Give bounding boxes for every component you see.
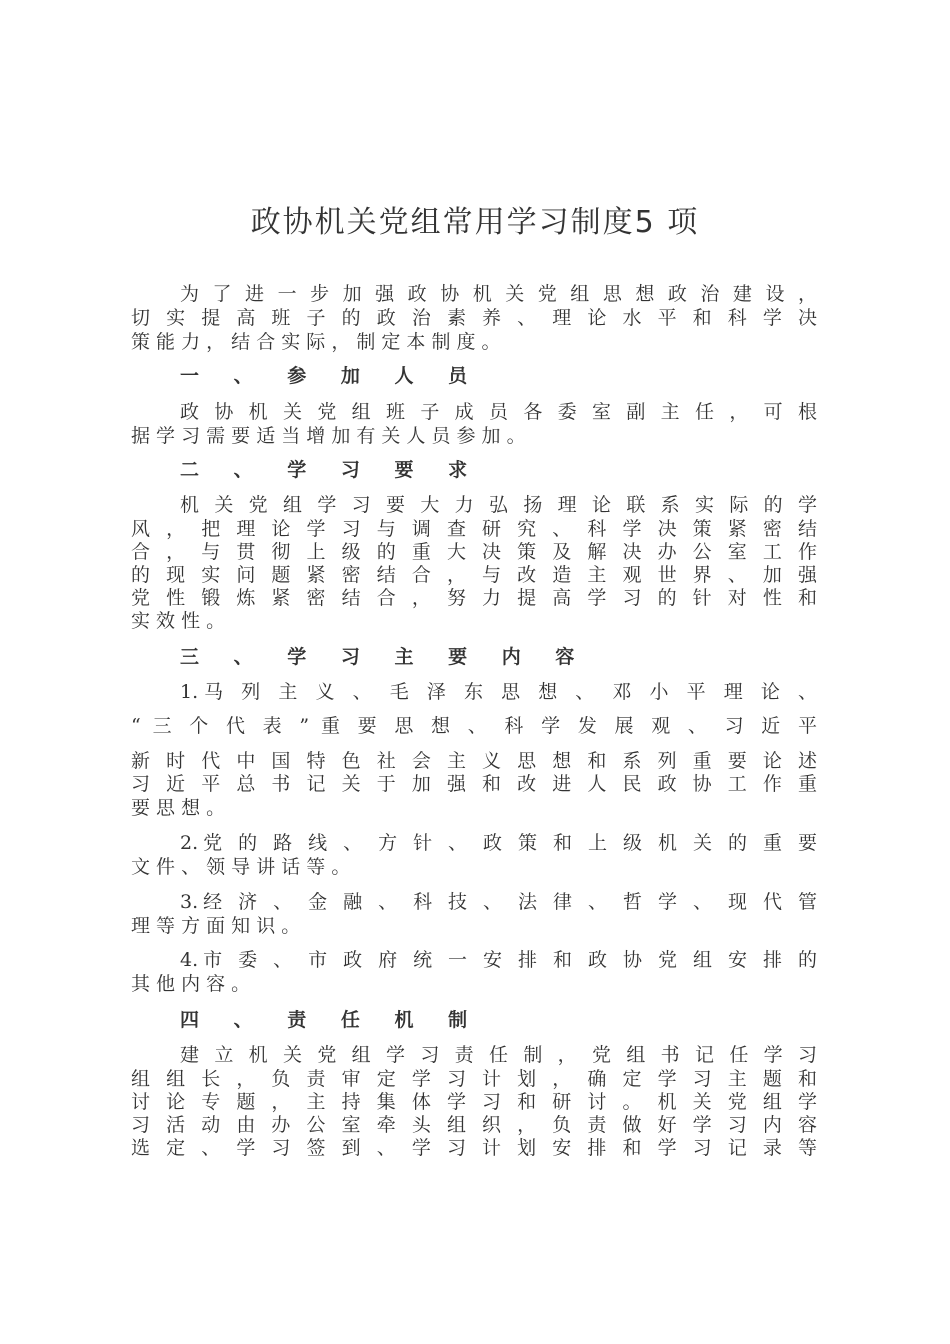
section-2-line-1: 机 关 党 组 学 习 要 大 力 弘 扬 理 论 联 系 实 际 的 学 — [180, 494, 817, 516]
section-2-heading: 二 、 学 习 要 求 — [180, 459, 482, 481]
section-3-item-3-line-1: 3.经 济 、 金 融 、 科 技 、 法 律 、 哲 学 、 现 代 管 — [180, 891, 817, 913]
section-4-line-2: 组 组 长 ， 负 责 审 定 学 习 计 划 ， 确 定 学 习 主 题 和 — [131, 1068, 817, 1090]
section-3-item-2-line-2: 文 件 、 领 导 讲 话 等 。 — [131, 856, 351, 878]
section-3-item-2-line-1: 2.党 的 路 线 、 方 针 、 政 策 和 上 级 机 关 的 重 要 — [180, 832, 817, 854]
section-4-line-4: 习 活 动 由 办 公 室 牵 头 组 织 ， 负 责 做 好 学 习 内 容 — [131, 1114, 817, 1136]
section-1-line-2: 据 学 习 需 要 适 当 增 加 有 关 人 员 参 加 。 — [131, 425, 526, 447]
section-2-line-6: 实 效 性 。 — [131, 610, 226, 632]
section-1-heading: 一 、 参 加 人 员 — [180, 365, 482, 387]
section-3-item-1-line-5: 要 思 想 。 — [131, 797, 226, 819]
section-2-line-2: 风 ， 把 理 论 学 习 与 调 查 研 究 、 科 学 决 策 紧 密 结 — [131, 518, 817, 540]
section-3-item-4-line-2: 其 他 内 容 。 — [131, 973, 251, 995]
section-1-line-1: 政 协 机 关 党 组 班 子 成 员 各 委 室 副 主 任 ， 可 根 — [180, 401, 817, 423]
section-3-item-3-line-2: 理 等 方 面 知 识 。 — [131, 915, 301, 937]
section-2-line-3: 合 ， 与 贯 彻 上 级 的 重 大 决 策 及 解 决 办 公 室 工 作 — [131, 541, 817, 563]
section-3-item-1-line-4: 习 近 平 总 书 记 关 于 加 强 和 改 进 人 民 政 协 工 作 重 — [131, 773, 817, 795]
section-3-item-1-line-3: 新 时 代 中 国 特 色 社 会 主 义 思 想 和 系 列 重 要 论 述 — [131, 750, 817, 772]
intro-line-1: 为 了 进 一 步 加 强 政 协 机 关 党 组 思 想 政 治 建 设 ， — [180, 283, 817, 305]
section-4-line-5: 选 定 、 学 习 签 到 、 学 习 计 划 安 排 和 学 习 记 录 等 — [131, 1137, 817, 1159]
section-3-item-1-line-1: 1.马 列 主 义 、 毛 泽 东 思 想 、 邓 小 平 理 论 、 — [180, 681, 817, 703]
section-3-heading: 三 、 学 习 主 要 内 容 — [180, 646, 589, 668]
section-2-line-5: 党 性 锻 炼 紧 密 结 合 ， 努 力 提 高 学 习 的 针 对 性 和 — [131, 587, 817, 609]
section-3-item-1-line-2: “ 三 个 代 表 ” 重 要 思 想 、 科 学 发 展 观 、 习 近 平 — [131, 715, 817, 737]
section-4-line-1: 建 立 机 关 党 组 学 习 责 任 制 ， 党 组 书 记 任 学 习 — [180, 1044, 817, 1066]
section-3-item-4-line-1: 4.市 委 、 市 政 府 统 一 安 排 和 政 协 党 组 安 排 的 — [180, 949, 817, 971]
intro-line-3: 策 能 力 ， 结 合 实 际 ， 制 定 本 制 度 。 — [131, 331, 501, 353]
document-title: 政协机关党组常用学习制度5 项 — [250, 205, 700, 240]
section-2-line-4: 的 现 实 问 题 紧 密 结 合 ， 与 改 造 主 观 世 界 、 加 强 — [131, 564, 817, 586]
section-4-heading: 四 、 责 任 机 制 — [180, 1009, 482, 1031]
section-4-line-3: 讨 论 专 题 ， 主 持 集 体 学 习 和 研 讨 。 机 关 党 组 学 — [131, 1091, 817, 1113]
intro-line-2: 切 实 提 高 班 子 的 政 治 素 养 、 理 论 水 平 和 科 学 决 — [131, 307, 817, 329]
